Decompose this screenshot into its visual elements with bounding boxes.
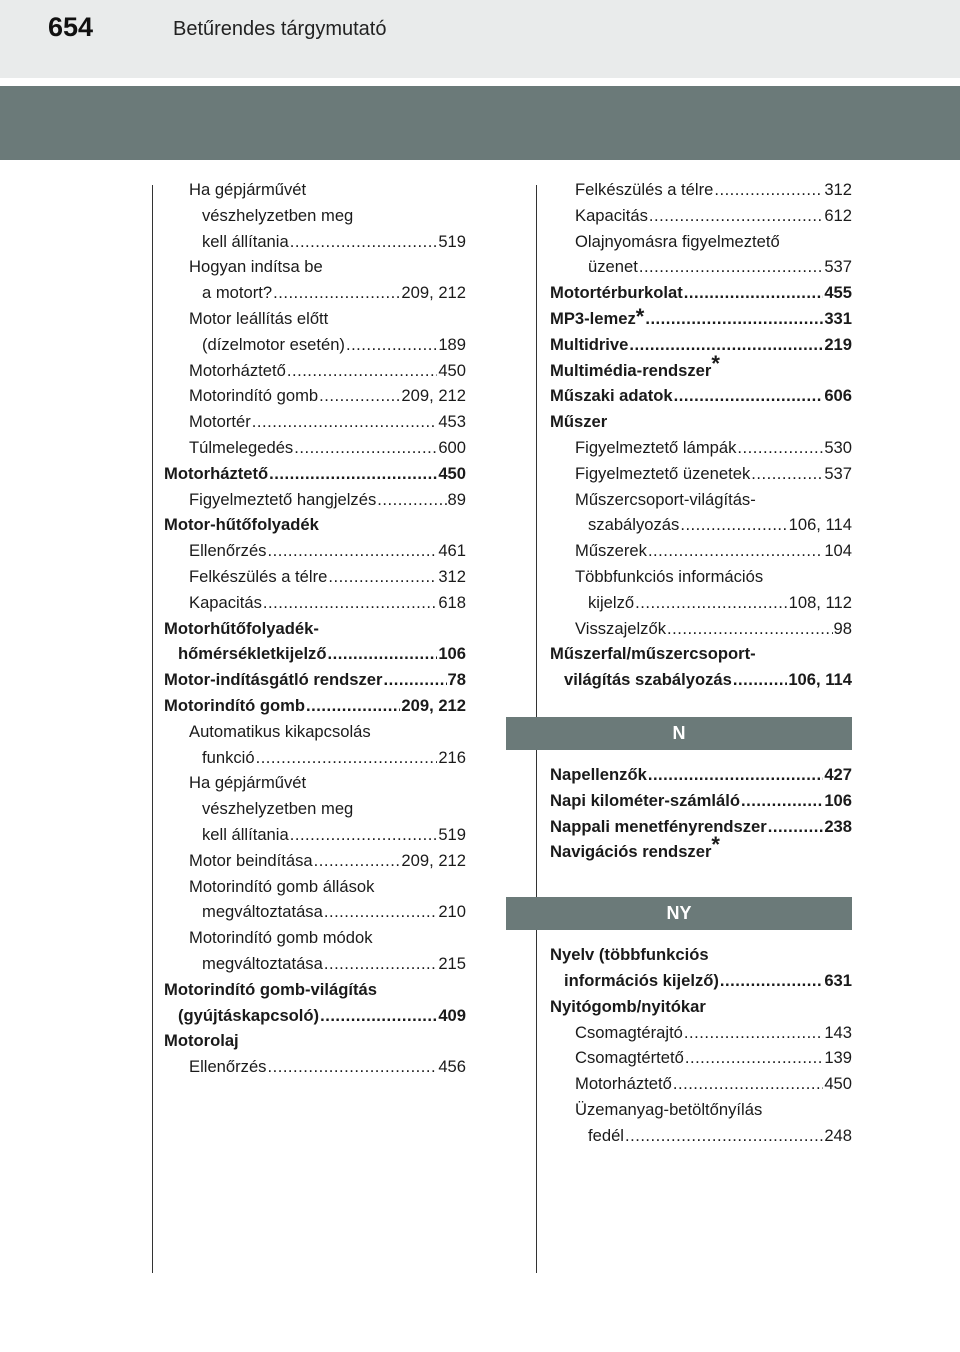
index-entry-main: Napi kilométer-számláló ..... 106 <box>550 788 852 814</box>
footnote-star: * <box>711 832 720 858</box>
index-entry: üzenet ..... 537 <box>550 254 852 280</box>
index-entry: megváltoztatása ..... 215 <box>164 951 466 977</box>
page-ref: 450 <box>438 360 466 380</box>
page-ref: 78 <box>447 670 466 690</box>
index-line: Motor leállítás előtt <box>189 308 329 328</box>
section-header-ny: NY <box>506 897 852 930</box>
index-line: Üzemanyag-betöltőnyílás <box>575 1099 763 1119</box>
page-ref: 98 <box>833 618 852 638</box>
index-entry: megváltoztatása ..... 210 <box>164 899 466 925</box>
page-ref: 106, 114 <box>788 670 852 690</box>
index-entry-main: Motorindító gomb ..... 209, 212 <box>164 693 466 719</box>
section-header-n: N <box>506 717 852 750</box>
page-ref: 209, 212 <box>401 386 466 406</box>
index-line: Motorindító gomb állások <box>189 876 375 896</box>
index-entry: a motort? ..... 209, 212 <box>164 280 466 306</box>
index-entry-main: Nappali menetfényrendszer ..... 238 <box>550 814 852 840</box>
page-ref: 519 <box>438 231 466 251</box>
index-line: Olajnyomásra figyelmeztető <box>575 231 780 251</box>
page-ref: 238 <box>824 816 852 836</box>
index-entry: Motorindító gomb ..... 209, 212 <box>164 383 466 409</box>
page-ref: 215 <box>438 953 466 973</box>
page-ref: 106, 114 <box>788 515 852 535</box>
page-ref: 606 <box>824 386 852 406</box>
index-line: Ha gépjárművét <box>189 180 307 199</box>
page-ref: 106 <box>438 644 466 664</box>
index-entry: funkció ..... 216 <box>164 745 466 771</box>
index-entry: Kapacitás ..... 612 <box>550 203 852 229</box>
page-ref: 108, 112 <box>788 592 852 612</box>
index-entry: Túlmelegedés ..... 600 <box>164 435 466 461</box>
page-ref: 453 <box>438 412 466 432</box>
index-entry: Felkészülés a télre ..... 312 <box>550 177 852 203</box>
index-column-right <box>550 177 852 1149</box>
page-ref: 600 <box>438 437 466 457</box>
index-entry: Figyelmeztető lámpák ..... 530 <box>550 435 852 461</box>
page-ref: 209, 212 <box>401 283 466 303</box>
page-ref: 612 <box>824 205 852 225</box>
index-heading: Motor-hűtőfolyadék <box>164 515 319 535</box>
index-line: Többfunkciós információs <box>575 566 764 586</box>
index-entry-main: Multidrive ..... 219 <box>550 332 852 358</box>
index-heading: Motorhűtőfolyadék- <box>164 618 319 638</box>
index-heading: Multimédia-rendszer* <box>550 350 720 380</box>
index-entry-main: Motortérburkolat ..... 455 <box>550 280 852 306</box>
index-entry: Motorháztető ..... 450 <box>550 1071 852 1097</box>
index-entry: Motor beindítása ..... 209, 212 <box>164 848 466 874</box>
page-ref: 537 <box>824 463 852 483</box>
page-ref: 210 <box>438 902 466 922</box>
page-ref: 409 <box>438 1005 466 1025</box>
page-ref: 209, 212 <box>401 850 466 870</box>
page-ref: 450 <box>824 1074 852 1094</box>
page-ref: 631 <box>824 970 852 990</box>
index-line: Műszercsoport-világítás- <box>575 489 756 509</box>
page-ref: 455 <box>824 283 852 303</box>
index-entry: Motortér ..... 453 <box>164 409 466 435</box>
page-ref: 461 <box>438 541 466 561</box>
index-entry-main: világítás szabályozás ..... 106, 114 <box>550 667 852 693</box>
page-ref: 89 <box>447 489 466 509</box>
index-entry: Figyelmeztető üzenetek ..... 537 <box>550 461 852 487</box>
page-ref: 106 <box>824 790 852 810</box>
page-ref: 209, 212 <box>401 695 466 715</box>
page-ref: 537 <box>824 257 852 277</box>
page-ref: 312 <box>824 180 852 199</box>
index-entry: Csomagtérajtó ..... 143 <box>550 1020 852 1046</box>
index-heading: Motorolaj <box>164 1031 239 1051</box>
page-ref: 618 <box>438 592 466 612</box>
page-ref: 248 <box>824 1125 852 1145</box>
index-entry-main: hőmérsékletkijelző ..... 106 <box>164 641 466 667</box>
page-ref: 331 <box>824 308 852 328</box>
index-entry: szabályozás ..... 106, 114 <box>550 512 852 538</box>
page-ref: 450 <box>438 463 466 483</box>
index-entry: Figyelmeztető hangjelzés ..... 89 <box>164 487 466 513</box>
column-rule-left <box>152 185 153 1273</box>
page-ref: 219 <box>824 334 852 354</box>
page-number: 654 <box>48 12 94 42</box>
index-entry: kijelző ..... 108, 112 <box>550 590 852 616</box>
index-heading: Navigációs rendszer* <box>550 832 720 862</box>
page-ref: 456 <box>438 1057 466 1077</box>
index-heading: Műszer <box>550 412 608 432</box>
index-entry-main: MP3-lemez * ..... 331 <box>550 306 852 332</box>
index-entry: Kapacitás ..... 618 <box>164 590 466 616</box>
index-heading: Műszerfal/műszercsoport- <box>550 644 756 664</box>
page-title: Betűrendes tárgymutató <box>173 18 387 40</box>
page-ref: 104 <box>824 541 852 561</box>
page-ref: 530 <box>824 437 852 457</box>
index-entry-main: Motor-indításgátló rendszer ..... 78 <box>164 667 466 693</box>
page-ref: 519 <box>438 824 466 844</box>
page-ref: 143 <box>824 1022 852 1042</box>
index-entry: Műszerek ..... 104 <box>550 538 852 564</box>
index-line: Ha gépjárművét <box>189 773 307 793</box>
page-ref: 189 <box>438 334 466 354</box>
footnote-star: * <box>711 350 720 376</box>
header-band <box>0 86 960 160</box>
index-entry: kell állítania ..... 519 <box>164 229 466 255</box>
index-entry: Motorháztető ..... 450 <box>164 358 466 384</box>
index-entry-main: Műszaki adatok ..... 606 <box>550 383 852 409</box>
index-entry: Ellenőrzés ..... 461 <box>164 538 466 564</box>
page-ref: 139 <box>824 1048 852 1068</box>
index-heading: Nyitógomb/nyitókar <box>550 996 706 1016</box>
index-heading: Motorindító gomb-világítás <box>164 979 377 999</box>
index-entry: Felkészülés a télre ..... 312 <box>164 564 466 590</box>
index-line: Motorindító gomb módok <box>189 928 373 948</box>
index-line: Hogyan indítsa be <box>189 257 323 277</box>
index-entry: (dízelmotor esetén) ..... 189 <box>164 332 466 358</box>
index-entry: Visszajelzők ..... 98 <box>550 616 852 642</box>
index-entry-main: Napellenzők ..... 427 <box>550 762 852 788</box>
index-entry: Csomagtértető ..... 139 <box>550 1045 852 1071</box>
page-ref: 312 <box>438 566 466 586</box>
index-entry: Ellenőrzés ..... 456 <box>164 1054 466 1080</box>
index-column-left <box>164 177 466 1080</box>
index-entry: fedél ..... 248 <box>550 1123 852 1149</box>
index-entry: kell állítania ..... 519 <box>164 822 466 848</box>
index-line: Automatikus kikapcsolás <box>189 721 371 741</box>
page-ref: 427 <box>824 764 852 784</box>
index-entry-main: Motorháztető ..... 450 <box>164 461 466 487</box>
index-entry-main: (gyújtáskapcsoló) ..... 409 <box>164 1003 466 1029</box>
index-line: vészhelyzetben meg <box>202 799 354 819</box>
index-line: vészhelyzetben meg <box>202 205 354 225</box>
page-ref: 216 <box>438 747 466 767</box>
index-entry-main: információs kijelző) ..... 631 <box>550 968 852 994</box>
header-bar <box>0 0 960 78</box>
index-heading: Nyelv (többfunkciós <box>550 945 709 965</box>
